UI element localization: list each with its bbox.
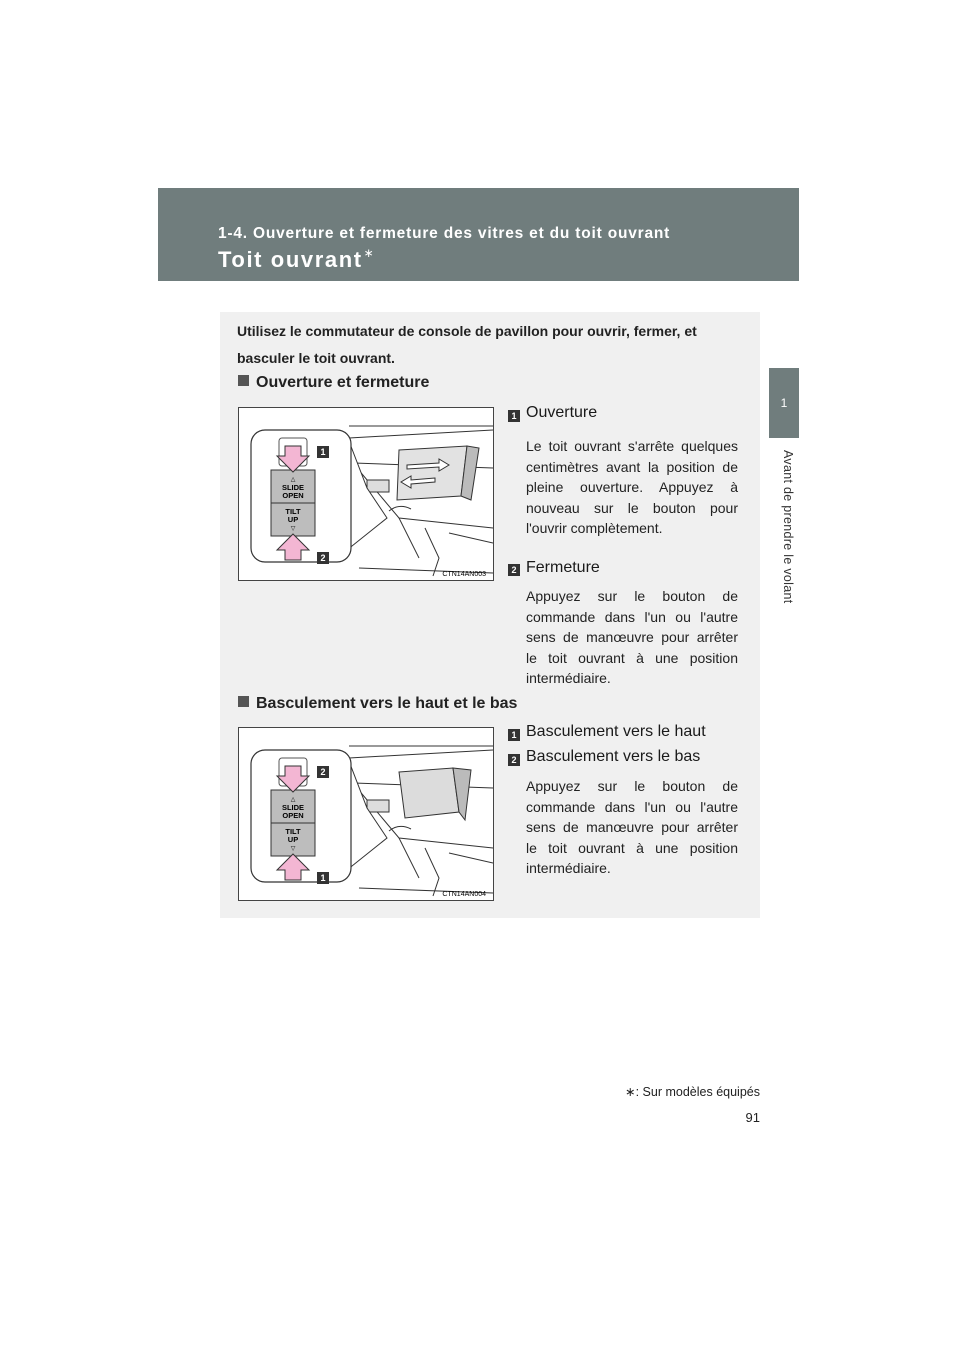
- switch-label-tilt: TILT: [285, 507, 301, 516]
- figure-code: CTN14AN003: [442, 571, 486, 578]
- callout-badge: 2: [317, 552, 329, 564]
- figure-drawing: [239, 728, 493, 900]
- item-number-badge: 2: [508, 564, 520, 576]
- switch-label-open: OPEN: [282, 811, 304, 820]
- switch-label-slide: SLIDE: [281, 483, 305, 492]
- callout-badge: 2: [317, 766, 329, 778]
- page-title-mark: ∗: [363, 246, 376, 260]
- switch-label-tilt: TILT: [285, 827, 301, 836]
- figure-open-close: [238, 407, 494, 581]
- item-number-badge: 1: [508, 729, 520, 741]
- bullet-square-icon: [238, 696, 249, 707]
- intro-text: Utilisez le commutateur de console de pavillon pour ouvrir, fermer, et basculer le toit ouvrant.: [237, 323, 697, 366]
- item-desc-tilt: Appuyez sur le bouton de commande dans l'un ou l'autre sens de manœuvre pour arrêter le toit ouvrant à une position intermédiaire.: [526, 778, 738, 877]
- callout-badge: 1: [317, 872, 329, 884]
- switch-label-open: OPEN: [282, 491, 304, 500]
- footnote: [600, 1084, 760, 1099]
- item-number-badge: 2: [508, 754, 520, 766]
- item-title-ouverture: Ouverture: [526, 404, 598, 421]
- svg-text:△: △: [290, 477, 296, 483]
- svg-text:▽: ▽: [290, 526, 296, 532]
- callout-badge: 1: [317, 446, 329, 458]
- footnote-text: : Sur modèles équipés: [635, 1085, 760, 1099]
- switch-label-up: UP: [287, 835, 299, 844]
- figure-code: CTN14AN004: [442, 891, 486, 898]
- figure-drawing: [239, 408, 493, 580]
- chapter-header: [158, 188, 799, 281]
- svg-text:▽: ▽: [290, 846, 296, 852]
- section-heading-text: Basculement vers le haut et le bas: [256, 695, 518, 712]
- switch-label-slide: SLIDE: [281, 803, 305, 812]
- item-desc-fermeture: Appuyez sur le bouton de commande dans l'un ou l'autre sens de manœuvre pour arrêter le toit ouvrant à une position intermédiaire.: [526, 588, 738, 687]
- item-title-tilt-up: Basculement vers le haut: [526, 723, 706, 740]
- section-heading-text: Ouverture et fermeture: [256, 374, 430, 391]
- item-desc-ouverture: Le toit ouvrant s'arrête quelques centimètres avant la position de pleine ouverture. Appuyez à nouveau sur le bouton pour l'ouvrir complètement.: [526, 438, 738, 537]
- chapter-tab[interactable]: 1: [769, 368, 799, 438]
- footnote-mark: ∗: [625, 1085, 636, 1099]
- page-number: 91: [745, 1110, 760, 1125]
- switch-label-up: UP: [287, 515, 299, 524]
- section-heading-tilt: [238, 695, 517, 713]
- svg-text:△: △: [290, 797, 296, 803]
- section-title: 1-4. Ouverture et fermeture des vitres et du toit ouvrant: [218, 225, 671, 242]
- bullet-square-icon: [238, 375, 249, 386]
- chapter-label: Avant de prendre le volant: [781, 450, 795, 604]
- item-title-fermeture: Fermeture: [526, 559, 600, 576]
- page-title: [218, 246, 375, 273]
- page-title-text: Toit ouvrant: [218, 247, 363, 272]
- item-number-badge: 1: [508, 410, 520, 422]
- figure-tilt: [238, 727, 494, 901]
- section-heading-open-close: [238, 374, 429, 392]
- item-title-tilt-down: Basculement vers le bas: [526, 748, 701, 765]
